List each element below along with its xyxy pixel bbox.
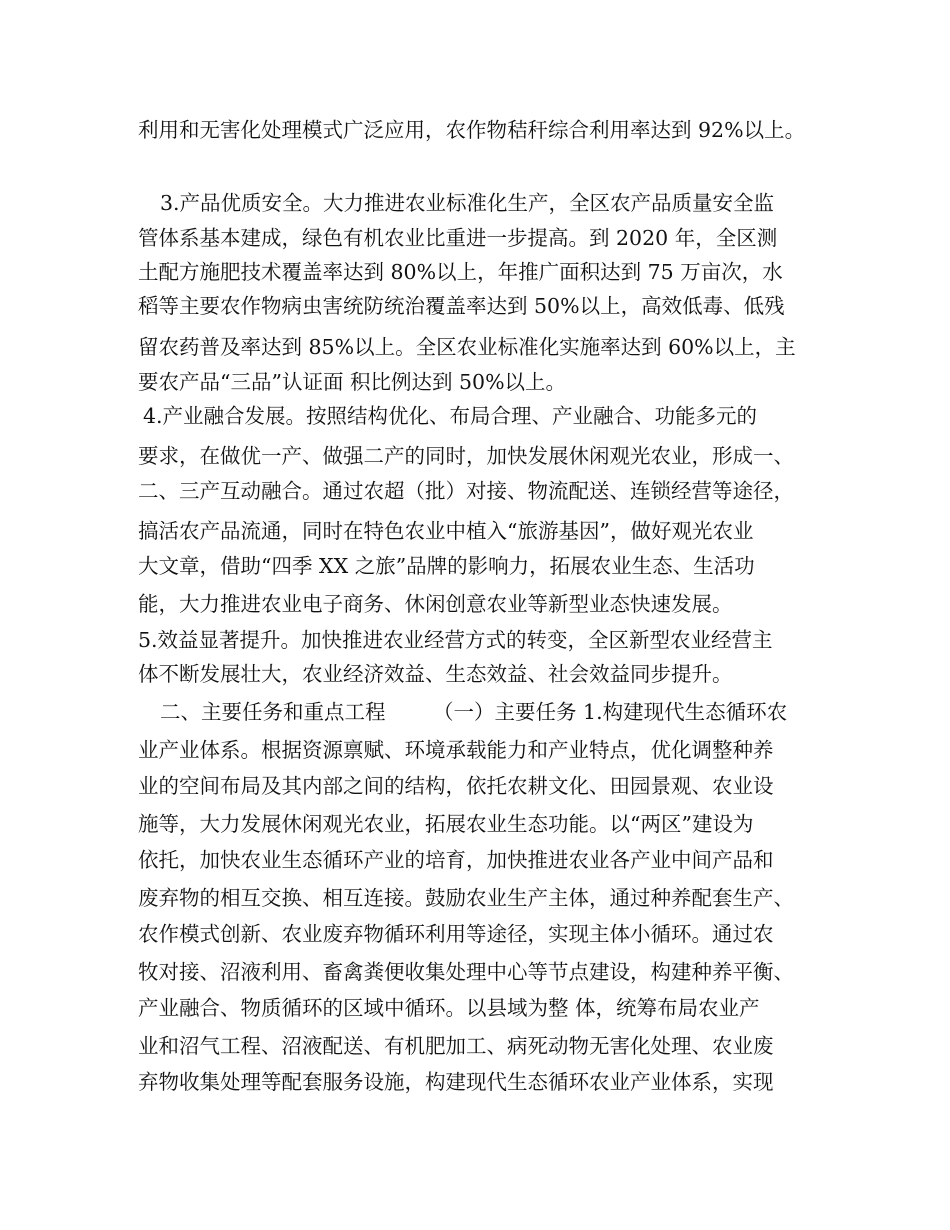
text-line: 牧对接、沼液利用、畜禽粪便收集处理中心等节点建设，构建种养平衡、 (138, 960, 794, 984)
text-line: 土配方施肥技术覆盖率达到 80%以上，年推广面积达到 75 万亩次，水 (138, 260, 783, 284)
text-line: 要农产品“三品”认证面 积比例达到 50%以上。 (138, 370, 567, 394)
text-line: 业和沼气工程、沼液配送、有机肥加工、病死动物无害化处理、农业废 (138, 1034, 774, 1058)
text-line: 大文章，借助“四季 XX 之旅”品牌的影响力，拓展农业生态、生活功 (138, 554, 755, 578)
text-line: 业产业体系。根据资源禀赋、环境承载能力和产业特点，优化调整种养 (138, 738, 774, 762)
text-line: 利用和无害化处理模式广泛应用，农作物秸秆综合利用率达到 92%以上。 (138, 118, 806, 142)
text-line: 体不断发展壮大，农业经济效益、生态效益、社会效益同步提升。 (138, 662, 733, 686)
text-line: 3.产品优质安全。大力推进农业标准化生产，全区农产品质量安全监 (160, 191, 775, 215)
text-line: 废弃物的相互交换、相互连接。鼓励农业生产主体，通过种养配套生产、 (138, 886, 794, 910)
text-line: 5.效益显著提升。加快推进农业经营方式的转变，全区新型农业经营主 (138, 628, 773, 652)
text-line: 4.产业融合发展。按照结构优化、布局合理、产业融合、功能多元的 (143, 404, 758, 428)
text-line: 产业融合、物质循环的区域中循环。以县域为整 体，统筹布局农业产 (138, 996, 760, 1020)
text-line: 施等，大力发展休闲观光农业，拓展农业生态功能。以“两区”建设为 (138, 812, 754, 836)
text-line: 搞活农产品流通，同时在特色农业中植入“旅游基因”，做好观光农业 (138, 519, 754, 543)
text-line: 能，大力推进农业电子商务、休闲创意农业等新型业态快速发展。 (138, 592, 733, 616)
text-line: 二、三产互动融合。通过农超（批）对接、物流配送、连锁经营等途径， (138, 479, 794, 503)
text-line: 依托，加快农业生态循环产业的培育，加快推进农业各产业中间产品和 (138, 848, 774, 872)
text-line: 要求，在做优一产、做强二产的同时，加快发展休闲观光农业，形成一、 (138, 444, 794, 468)
text-line: 留农药普及率达到 85%以上。全区农业标准化实施率达到 60%以上，主 (138, 335, 796, 359)
text-line: 业的空间布局及其内部之间的结构，依托农耕文化、田园景观、农业设 (138, 774, 774, 798)
text-line: 农作模式创新、农业废弃物循环利用等途径，实现主体小循环。通过农 (138, 922, 774, 946)
text-line: 弃物收集处理等配套服务设施，构建现代生态循环农业产业体系，实现 (138, 1070, 774, 1094)
text-line: 稻等主要农作物病虫害统防统治覆盖率达到 50%以上，高效低毒、低残 (138, 294, 785, 318)
text-line: 二、主要任务和重点工程 （一）主要任务 1.构建现代生态循环农 (160, 700, 788, 724)
text-line: 管体系基本建成，绿色有机农业比重进一步提高。到 2020 年，全区测 (138, 226, 778, 250)
